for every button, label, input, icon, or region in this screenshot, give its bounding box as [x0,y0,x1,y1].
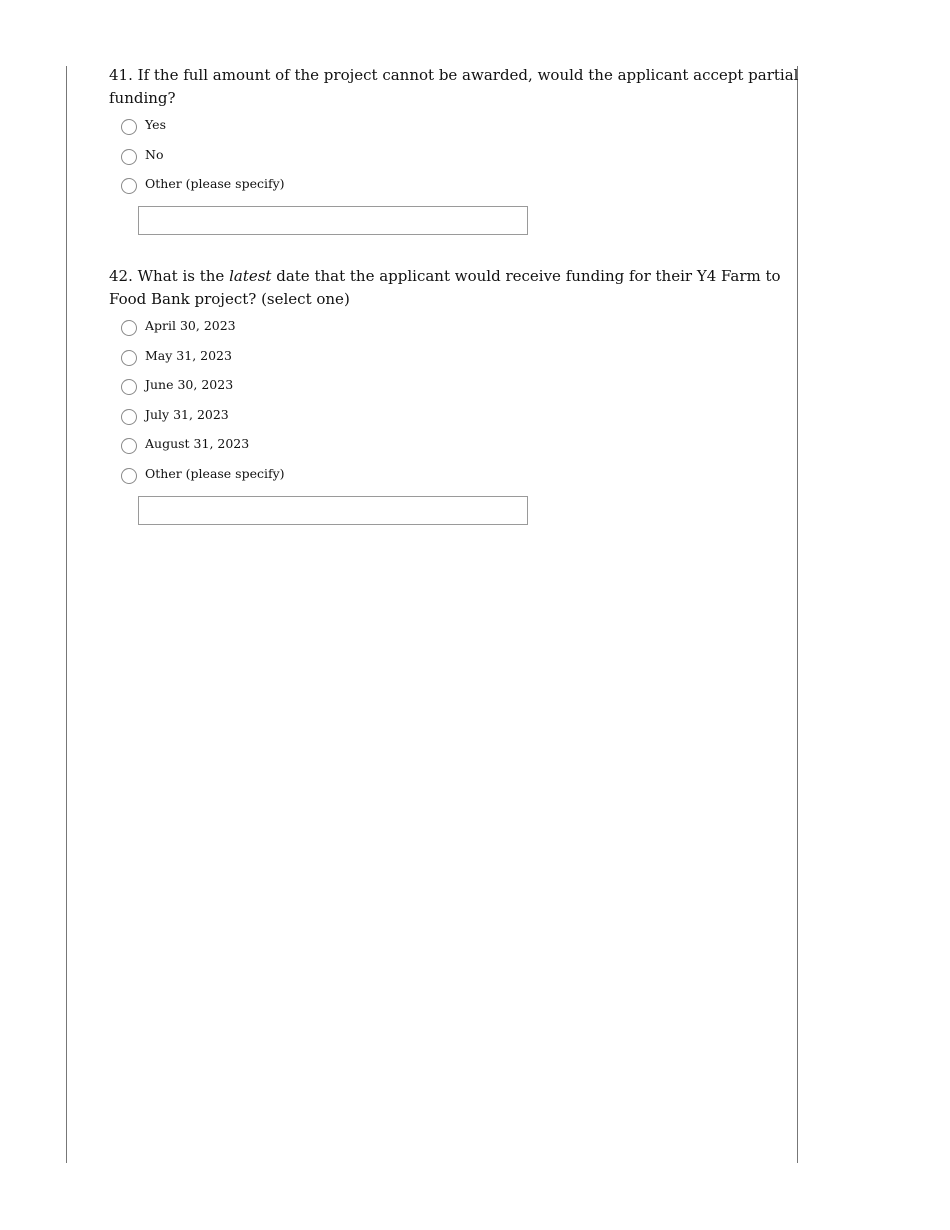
question-42-text [109,265,799,311]
option-june-30-2023[interactable] [120,378,799,408]
option-july-31-2023-label: July 31, 2023 [145,406,229,422]
option-august-31-2023[interactable] [120,437,799,467]
option-april-30-2023-label: April 30, 2023 [145,318,236,333]
radio-june-30-2023[interactable] [121,379,137,395]
question-42-emphasis: latest [229,267,272,285]
option-yes[interactable] [120,118,799,148]
question-41-number: 41. [109,66,133,84]
radio-may-31-2023[interactable] [121,350,137,366]
option-august-31-2023-label: August 31, 2023 [145,436,250,452]
question-42-options [109,319,799,525]
question-41-other-specify-input[interactable] [138,206,528,235]
radio-july-31-2023[interactable] [121,409,137,425]
question-41-prompt: If the full amount of the project cannot be awarded, would the applicant accept partial funding? [109,66,799,107]
option-july-31-2023[interactable] [120,408,799,438]
option-no[interactable] [120,148,799,178]
question-42-other-specify-input[interactable] [138,496,528,525]
option-other-label: Other (please specify) [145,176,285,192]
option-june-30-2023-label: June 30, 2023 [145,377,234,393]
question-42 [109,265,799,525]
question-41-options [109,118,799,235]
radio-other-date[interactable] [121,468,137,484]
radio-august-31-2023[interactable] [121,438,137,454]
option-may-31-2023[interactable] [120,349,799,379]
radio-yes[interactable] [121,119,137,135]
question-41-text [109,64,799,110]
question-42-prompt-start: What is the [137,267,225,285]
question-42-number: 42. [109,267,133,285]
radio-other[interactable] [121,178,137,194]
question-41 [109,64,799,235]
option-no-label: No [145,146,164,162]
option-other[interactable] [120,177,799,207]
question-42-prompt-end: date that the applicant would receive funding for their Y4 Farm to Food Bank project? (select one) [109,267,781,308]
option-other-date-label: Other (please specify) [145,465,285,481]
option-other-date[interactable] [120,467,799,497]
option-yes-label: Yes [145,117,166,132]
option-may-31-2023-label: May 31, 2023 [145,347,232,363]
option-april-30-2023[interactable] [120,319,799,349]
page-border-left [66,66,67,1163]
radio-april-30-2023[interactable] [121,320,137,336]
radio-no[interactable] [121,149,137,165]
